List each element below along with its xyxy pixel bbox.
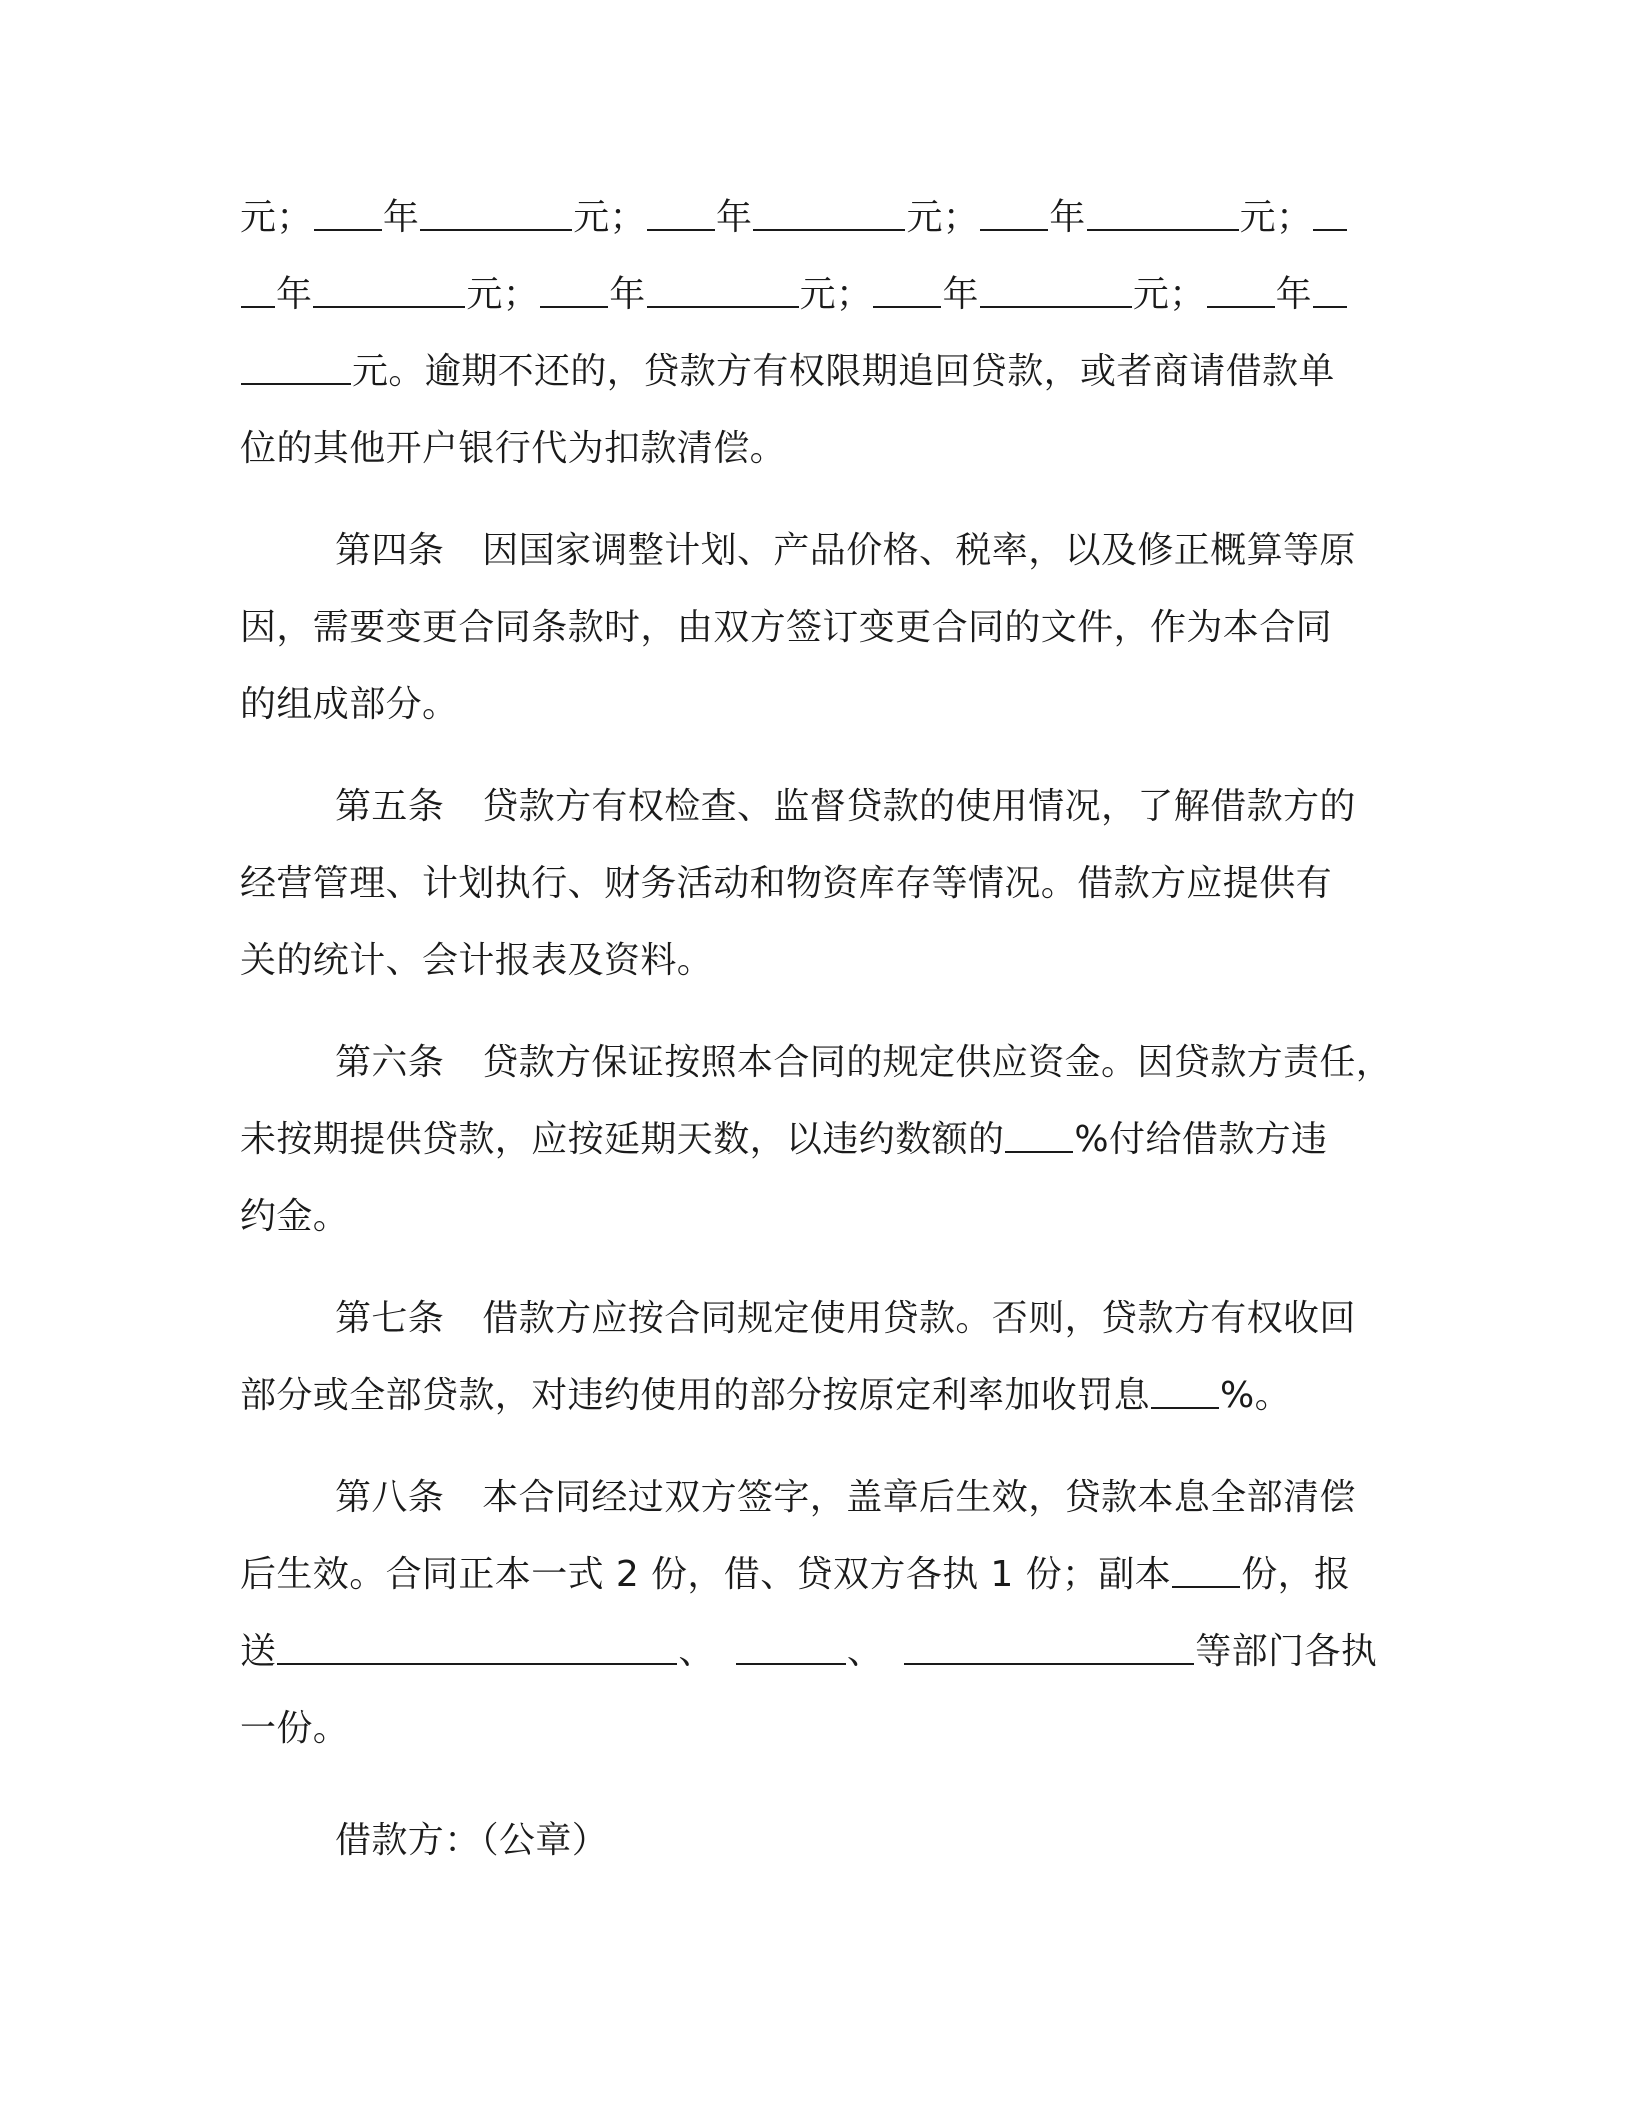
text-segment: 元 [799,274,837,315]
article-6-line-2 [240,1118,1327,1162]
text-segment: 元 [1132,274,1170,315]
repayment-line-4: 位的其他开户银行代为扣款清偿。 [240,428,787,469]
blank-year [873,302,941,308]
repayment-line-1 [240,196,1348,240]
text-segment: 等部门各执 [1195,1631,1378,1672]
text-segment: 元。逾期不还的，贷款方有权限期追回贷款，或者商请借款单 [352,351,1335,392]
article-4-line-3: 的组成部分。 [240,684,459,725]
text-segment: 年 [716,197,753,238]
text-segment: ； [276,197,313,238]
text-segment: 元 [240,197,277,238]
blank-year [647,225,715,231]
text-segment: 年 [609,274,646,315]
text-segment: 、 [678,1631,715,1672]
blank-amount [1087,225,1239,231]
blank-amount [753,225,905,231]
repayment-line-3 [240,350,1335,394]
text-segment: 后生效。合同正本一式 2 份，借、贷双方各执 1 份；副本 [240,1554,1172,1595]
text-segment: 借款方应按合同规定使用贷款。否则，贷款方有权收回 [482,1298,1356,1339]
text-segment: 份，报 [1241,1554,1351,1595]
article-5-line-3: 关的统计、会计报表及资料。 [240,940,714,981]
blank-amount [647,302,799,308]
blank-amount [313,302,465,308]
text-segment: 年 [942,274,979,315]
blank-amount [1313,302,1347,308]
text-segment: 年 [276,274,313,315]
article-4-title: 第四条 [335,530,445,571]
text-segment: 元 [906,197,943,238]
text-segment: ； [942,197,980,238]
text-segment: ； [1276,197,1313,238]
text-segment: ； [609,197,647,238]
blank-year [980,225,1048,231]
blank-amount [420,225,572,231]
blank-year [314,225,382,231]
text-segment: 本合同经过双方签字，盖章后生效，贷款本息全部清偿 [482,1477,1356,1518]
article-6-line-1 [335,1041,1392,1085]
text-segment: ； [836,274,873,315]
article-7-line-2 [240,1374,1291,1418]
text-segment: 元 [466,274,503,315]
blank-year [1313,225,1347,231]
text-segment: 未按期提供贷款，应按延期天数，以违约数额的 [240,1119,1005,1160]
blank-department-3 [904,1659,1194,1665]
text-segment: 贷款方保证按照本合同的规定供应资金。因贷款方责任， [482,1042,1393,1083]
text-segment: 年 [1049,197,1086,238]
article-5-line-2: 经营管理、计划执行、财务活动和物资库存等情况。借款方应提供有 [240,863,1333,904]
article-8-line-2 [240,1553,1350,1597]
text-segment: ； [502,274,540,315]
text-segment: 年 [1275,274,1313,315]
text-segment: 因国家调整计划、产品价格、税率，以及修正概算等原 [482,530,1356,571]
text-segment: 贷款方有权检查、监督贷款的使用情况，了解借款方的 [482,786,1356,827]
article-4-line-2: 因，需要变更合同条款时，由双方签订变更合同的文件，作为本合同 [240,607,1333,648]
blank-amount [241,379,351,385]
blank-year [1207,302,1275,308]
blank-percent [1005,1147,1073,1153]
article-4-line-1 [335,529,1356,573]
article-8-title: 第八条 [335,1477,445,1518]
article-8-line-3 [240,1630,1377,1674]
blank-percent [1151,1403,1219,1409]
text-segment: 元 [1239,197,1277,238]
article-7-title: 第七条 [335,1298,445,1339]
text-segment: 年 [382,197,420,238]
article-5-title: 第五条 [335,786,445,827]
blank-amount [980,302,1132,308]
article-8-line-1 [335,1476,1356,1520]
article-6-line-3: 约金。 [240,1196,350,1237]
text-segment: %付给借款方违 [1074,1119,1328,1160]
article-7-line-1 [335,1297,1356,1341]
text-segment: 元 [573,197,610,238]
article-5-line-1 [335,785,1356,829]
borrower-seal-label: 借款方：（公章） [335,1820,609,1861]
blank-year [241,302,275,308]
article-6-title: 第六条 [335,1042,445,1083]
text-segment: 送 [240,1631,277,1672]
blank-department-2 [736,1659,846,1665]
blank-copies [1172,1582,1240,1588]
text-segment: ； [1169,274,1206,315]
repayment-line-2 [240,273,1348,317]
text-segment: 、 [846,1631,884,1672]
blank-department-1 [277,1659,677,1665]
article-8-line-4: 一份。 [240,1708,350,1749]
text-segment: 部分或全部贷款，对违约使用的部分按原定利率加收罚息 [240,1375,1151,1416]
text-segment: %。 [1220,1375,1292,1416]
blank-year [540,302,608,308]
